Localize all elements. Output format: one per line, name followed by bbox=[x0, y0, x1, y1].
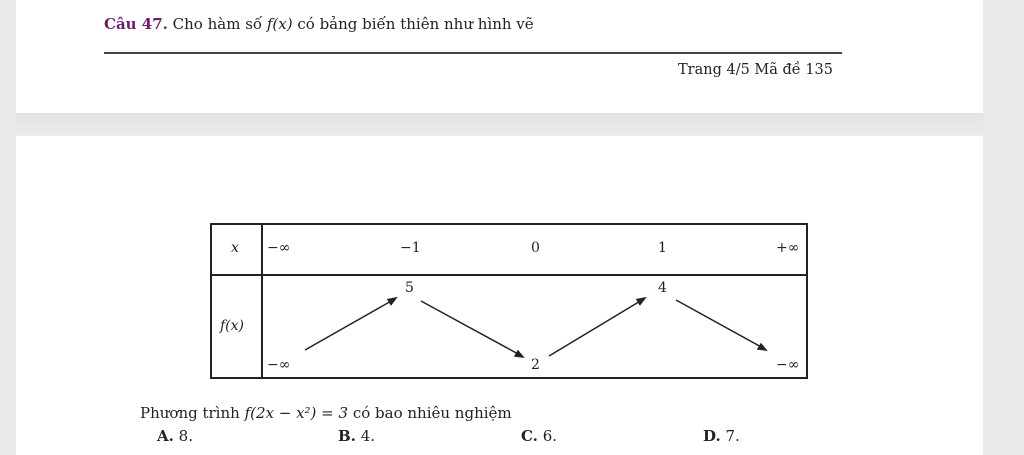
question-text-before: Cho hàm số bbox=[172, 15, 263, 33]
arrow-decrease-2 bbox=[676, 300, 763, 348]
x-value-1: 1 bbox=[658, 240, 667, 256]
answer-value: 4. bbox=[360, 427, 375, 445]
answer-d[interactable] bbox=[703, 427, 740, 445]
page-footer: Trang 4/5 Mã đề 135 bbox=[678, 62, 834, 78]
arrow-increase-2 bbox=[549, 300, 642, 356]
page-separator bbox=[16, 113, 983, 136]
x-value-neg-inf: −∞ bbox=[267, 240, 291, 256]
f-header: f(x) bbox=[220, 318, 245, 334]
arrow-increase-1-head bbox=[388, 298, 396, 305]
footer-rule bbox=[104, 52, 842, 54]
problem-prefix: Phương trình bbox=[140, 404, 240, 422]
question-line bbox=[104, 15, 534, 33]
f-value-max-2: 4 bbox=[658, 280, 667, 296]
answer-value: 8. bbox=[178, 427, 193, 445]
variation-arrows bbox=[212, 225, 806, 377]
answer-letter: B. bbox=[338, 427, 356, 445]
answer-letter: C. bbox=[521, 427, 538, 445]
f-value-max-1: 5 bbox=[405, 280, 414, 296]
answer-c[interactable] bbox=[521, 427, 557, 445]
answer-a[interactable] bbox=[157, 427, 193, 445]
arrow-decrease-1-head bbox=[515, 351, 523, 357]
arrow-increase-2-head bbox=[637, 298, 645, 305]
x-value-minus-1: −1 bbox=[400, 240, 421, 256]
arrow-decrease-1 bbox=[421, 301, 520, 355]
f-value-end: −∞ bbox=[776, 357, 800, 373]
problem-equation: f(2x − x²) = 3 bbox=[244, 404, 349, 422]
problem-statement bbox=[140, 404, 512, 422]
question-text-after: có bảng biến thiên như hình vẽ bbox=[297, 15, 534, 33]
question-number: Câu 47. bbox=[104, 15, 168, 33]
answer-letter: D. bbox=[703, 427, 721, 445]
arrow-increase-1 bbox=[305, 300, 393, 350]
answer-letter: A. bbox=[157, 427, 174, 445]
f-value-start: −∞ bbox=[267, 357, 291, 373]
arrow-decrease-2-head bbox=[758, 344, 766, 350]
answer-value: 7. bbox=[725, 427, 740, 445]
variation-table bbox=[210, 223, 808, 379]
question-function: f(x) bbox=[266, 15, 293, 33]
problem-suffix: có bao nhiêu nghiệm bbox=[352, 404, 512, 422]
answer-b[interactable] bbox=[338, 427, 375, 445]
x-value-0: 0 bbox=[531, 240, 540, 256]
x-header: x bbox=[231, 240, 239, 256]
f-value-min: 2 bbox=[531, 357, 540, 373]
x-value-pos-inf: +∞ bbox=[776, 240, 800, 256]
answer-value: 6. bbox=[542, 427, 557, 445]
